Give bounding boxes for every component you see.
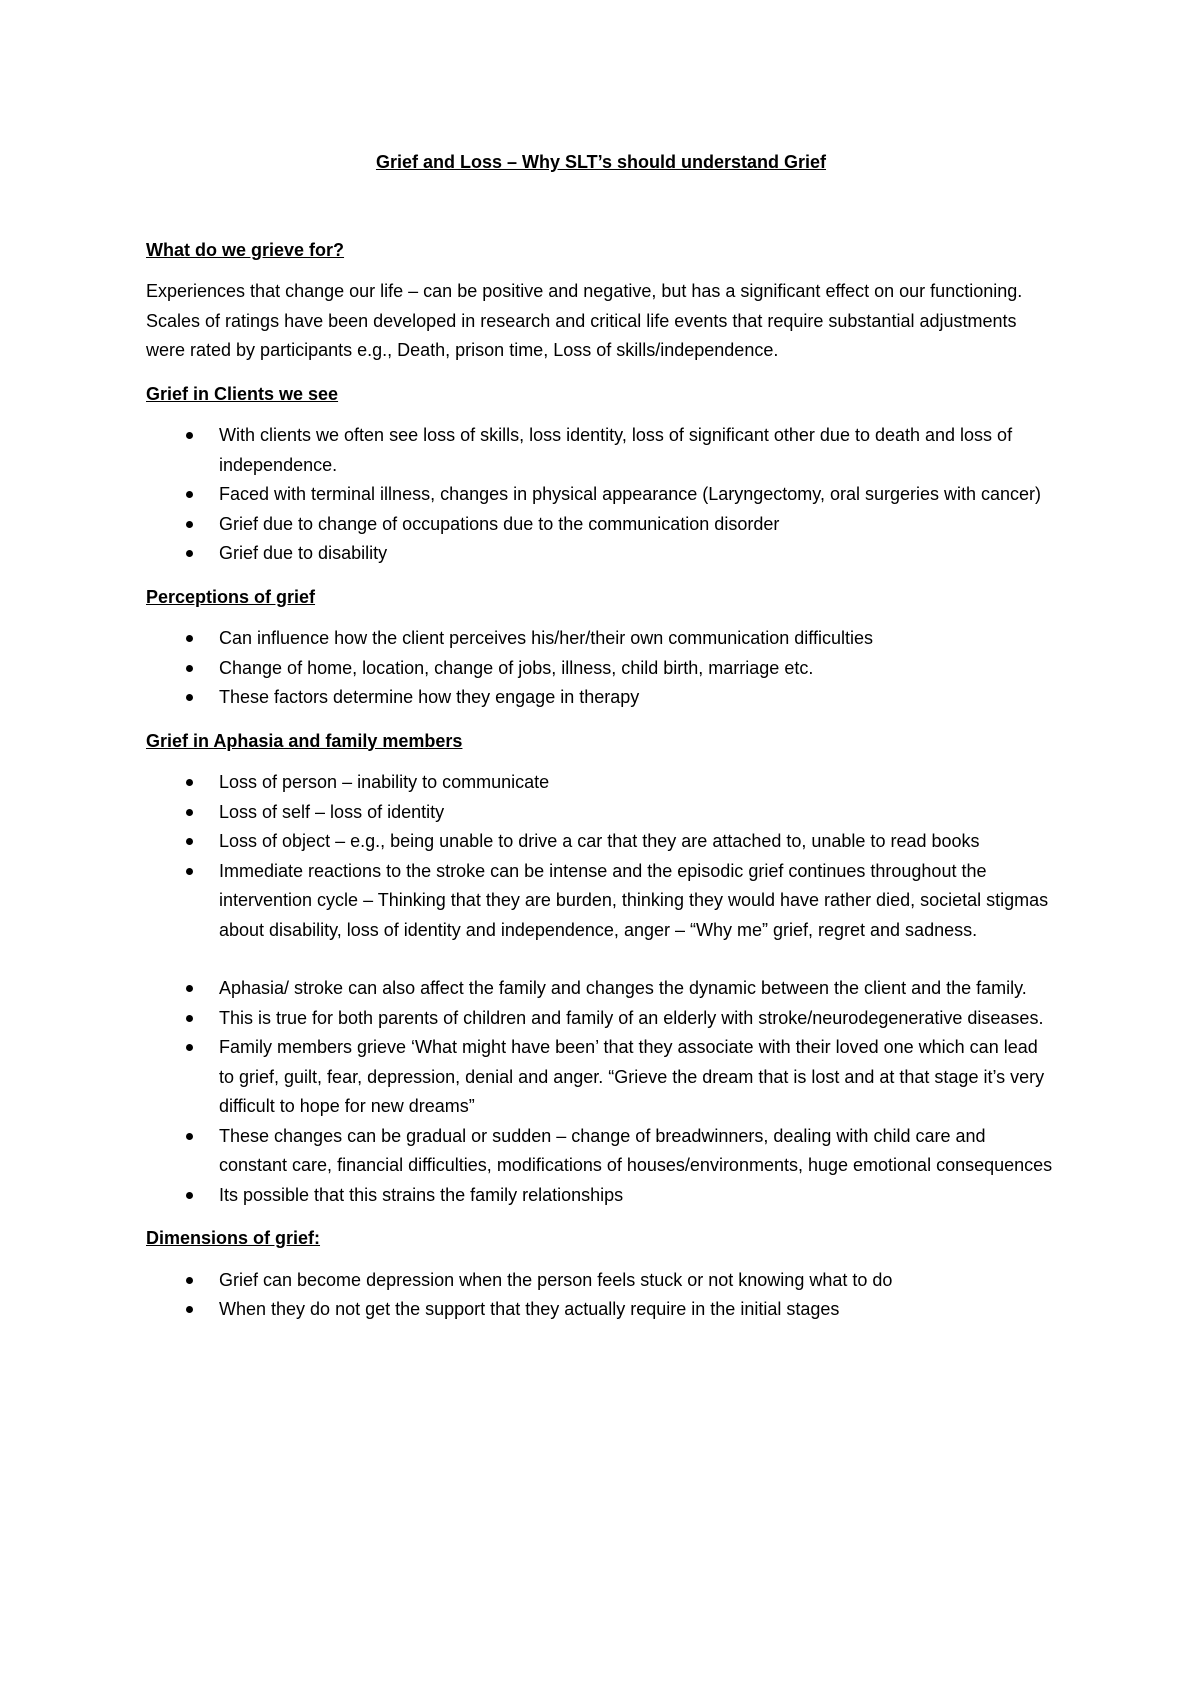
bullet-list-grief-in-clients <box>146 421 1056 569</box>
bullet-icon <box>186 1133 193 1140</box>
list-item-text: These changes can be gradual or sudden – change of breadwinners, dealing with child care and constant care, financial difficulties, modifications of houses/environments, huge emotional consequences <box>219 1125 1053 1175</box>
document-title: Grief and Loss – Why SLT’s should understand Grief <box>375 152 827 172</box>
bullet-icon <box>186 432 193 439</box>
bullet-icon <box>186 868 193 875</box>
list-item-text: Grief due to change of occupations due to the communication disorder <box>219 513 780 534</box>
list-item-text: Grief due to disability <box>219 543 388 563</box>
section-heading-dimensions-of-grief: Dimensions of grief: <box>146 1228 321 1248</box>
list-item <box>146 683 1056 713</box>
document-body <box>146 148 1056 1339</box>
list-item-text: Loss of self – loss of identity <box>219 801 445 822</box>
bullet-list-grief-in-aphasia <box>146 768 1056 1210</box>
list-item <box>146 539 1056 569</box>
bullet-icon <box>186 1044 193 1051</box>
list-item-text: Its possible that this strains the family relationships <box>219 1184 624 1205</box>
bullet-icon <box>186 838 193 845</box>
list-item-text: Grief can become depression when the person feels stuck or not knowing what to do <box>219 1269 893 1290</box>
list-item <box>146 974 1056 1004</box>
bullet-list-perceptions-of-grief <box>146 624 1056 713</box>
list-item <box>146 480 1056 510</box>
list-item-text: Immediate reactions to the stroke can be intense and the episodic grief continues throughout the intervention cycle – Thinking that they are burden, thinking they would have rather died, societal stigmas about disability, loss of identity and independence, anger – “Why me” grief, regret and sadness. <box>219 860 1049 940</box>
list-item <box>146 1004 1056 1034</box>
list-item <box>146 1181 1056 1211</box>
bullet-list-dimensions-of-grief <box>146 1266 1056 1325</box>
bullet-icon <box>186 521 193 528</box>
list-item-text: Change of home, location, change of jobs, illness, child birth, marriage etc. <box>219 657 814 678</box>
bullet-icon <box>186 550 193 557</box>
bullet-icon <box>186 694 193 701</box>
list-item-text: Faced with terminal illness, changes in physical appearance (Laryngectomy, oral surgeries with cancer) <box>219 484 1042 504</box>
bullet-icon <box>186 1277 193 1284</box>
list-item <box>146 1295 1056 1325</box>
list-item-text: When they do not get the support that they actually require in the initial stages <box>219 1299 840 1319</box>
list-item-text: These factors determine how they engage in therapy <box>219 687 640 707</box>
bullet-icon <box>186 1192 193 1199</box>
section-heading-grief-in-clients: Grief in Clients we see <box>146 383 339 404</box>
list-item <box>146 624 1056 654</box>
list-item-text: Can influence how the client perceives his/her/their own communication difficulties <box>219 628 874 648</box>
list-item <box>146 421 1056 480</box>
list-item <box>146 654 1056 684</box>
bullet-icon <box>186 665 193 672</box>
section-heading-grief-in-aphasia: Grief in Aphasia and family members <box>146 730 463 751</box>
bullet-icon <box>186 491 193 498</box>
list-item <box>146 827 1056 857</box>
section-heading-perceptions-of-grief: Perceptions of grief <box>146 586 316 607</box>
list-item-text: Family members grieve ‘What might have been’ that they associate with their loved one which can lead to grief, guilt, fear, depression, denial and anger. “Grieve the dream that is lost and at that stage it’s very difficult to hope for new dreams” <box>219 1037 1045 1116</box>
bullet-icon <box>186 1015 193 1022</box>
list-item <box>146 857 1056 946</box>
section-paragraph: Experiences that change our life – can be positive and negative, but has a significant effect on our functioning. Scales of ratings have been developed in research and critical life events that require substantial adjustments were rated by participants e.g., Death, prison time, Loss of skills/independence. <box>146 281 1023 360</box>
section-heading-what-do-we-grieve-for: What do we grieve for? <box>146 239 345 260</box>
bullet-icon <box>186 779 193 786</box>
list-item <box>146 1033 1056 1122</box>
list-item <box>146 768 1056 798</box>
list-item-text: This is true for both parents of children and family of an elderly with stroke/neurodegenerative diseases. <box>219 1007 1044 1028</box>
list-item-text: Loss of object – e.g., being unable to drive a car that they are attached to, unable to read books <box>219 831 980 851</box>
bullet-icon <box>186 1306 193 1313</box>
list-item <box>146 1122 1056 1181</box>
list-item <box>146 1266 1056 1296</box>
bullet-icon <box>186 809 193 816</box>
bullet-icon <box>186 635 193 642</box>
list-item-text: Aphasia/ stroke can also affect the family and changes the dynamic between the client and the family. <box>219 978 1027 998</box>
list-item-text: With clients we often see loss of skills, loss identity, loss of significant other due to death and loss of independence. <box>219 425 1013 475</box>
list-item-text: Loss of person – inability to communicate <box>219 772 550 792</box>
list-item <box>146 510 1056 540</box>
bullet-icon <box>186 985 193 992</box>
list-item <box>146 798 1056 828</box>
